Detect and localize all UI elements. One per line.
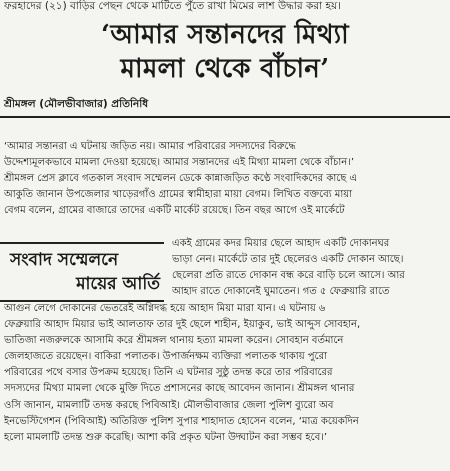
body-line: ফেব্রুয়ারি আহাদ মিয়ার ভাই আলতাফ তার দুই ছেলে শাহীন, ইয়াকুব, ভাই আব্দুস সোবহান, bbox=[4, 319, 361, 331]
subheadline-line-1: সংবাদ সম্মেলনে bbox=[10, 250, 119, 270]
headline-line-1: ‘আমার সন্তানদের মিথ্যা bbox=[100, 20, 349, 50]
body-line: ‘আমার সন্তানরা এ ঘটনায় জড়িত নয়। আমার পরিবারের সদস্যদের বিরুদ্ধে bbox=[4, 141, 296, 152]
body-line: ওসি জানান, মামলাটি তদন্ত করছে পিবিআই। মৌলভীবাজার জেলা পুলিশ ব্যুরো অব bbox=[4, 399, 334, 411]
body-line: উদ্দেশ্যমূলকভাবে মামলা দেওয়া হয়েছে। আমার সন্তানদের এই মিথ্যা মামলা থেকে বাঁচান।’ bbox=[4, 157, 355, 169]
previous-article-last-line: ফরহাদের (২১) বাড়ির পেছন থেকে মাটিতে পুঁতে রাখা মিমের লাশ উদ্ধার করা হয়। bbox=[4, 0, 341, 12]
body-line: ভাড়া নেন। মার্কেটে তার দুই ছেলেরও একটি দোকান আছে। bbox=[172, 254, 404, 266]
byline-divider bbox=[0, 116, 450, 118]
headline-line-2: মামলা থেকে বাঁচান’ bbox=[120, 54, 330, 84]
article-body-top bbox=[4, 139, 444, 219]
body-line: আহাদ রাতে দোকানেই ঘুমাতেন। গত ৫ ফেব্রুয়ারি রাতে bbox=[172, 286, 390, 298]
body-line: হলো মামলাটি তদন্ত শুরু করেছি। আশা করি প্রকৃত ঘটনা উদ্ঘাটন করা সম্ভব হবে।’ bbox=[4, 431, 328, 443]
body-line: আকুতি জানান উপজেলার খাড়েরগাঁও গ্রামের স্বামীহারা মায়া বেগম। লিখিত বক্তব্যে মায়া bbox=[4, 189, 353, 201]
article-body-bottom bbox=[4, 301, 444, 446]
subheadline-box bbox=[0, 242, 164, 302]
body-line: সদস্যদের মিথ্যা মামলা থেকে মুক্তি দিতে প্রশাসনের কাছে আবেদন জানান। শ্রীমঙ্গল থানার bbox=[4, 383, 355, 395]
body-line: বেগম বলেন, গ্রামের বাজারে তাদের একটি মার্কেট রয়েছে। তিন বছর আগে ওই মার্কেটে bbox=[4, 205, 345, 217]
body-line: পরিবারের পথে বসার উপক্রম হয়েছে। তিনি এ ঘটনার সুষ্ঠু তদন্ত করে তার পরিবারের bbox=[4, 367, 333, 379]
body-line: ইনভেস্টিগেশন (পিবিআই) অতিরিক্ত পুলিশ সুপার শাহাদাত হোসেন বলেন, ‘মাত্র কয়েকদিন bbox=[4, 415, 359, 427]
byline: শ্রীমঙ্গল (মৌলভীবাজার) প্রতিনিধি bbox=[4, 98, 149, 110]
headline bbox=[0, 18, 450, 86]
body-line: ভাতিজা নজরুলকে আসামি করে শ্রীমঙ্গল থানায় হত্যা মামলা করেন। সোবহান বর্তমানে bbox=[4, 335, 344, 347]
body-line: ছেলেরা প্রতি রাতে দোকান বন্ধ করে বাড়ি চলে আসে। আর bbox=[172, 270, 405, 282]
body-line: জেলহাজতে রয়েছেন। বাকিরা পলাতক। উপার্জনক্ষম ব্যক্তিরা পলাতক থাকায় পুরো bbox=[4, 351, 327, 363]
body-line: শ্রীমঙ্গল প্রেস ক্লাবে গতকাল সংবাদ সম্মেলন ডেকে কান্নাজড়িত কণ্ঠে সংবাদিকদের কাছে এ bbox=[4, 173, 358, 185]
subheadline-line-2: মায়ের আর্তি bbox=[76, 274, 160, 294]
body-line: একই গ্রামের কদর মিয়ার ছেলে আহাদ একটি দোকানঘর bbox=[172, 238, 390, 249]
body-line: আগুন লেগে দোকানের ভেতরেই অগ্নিদগ্ধ হয়ে আহাদ মিয়া মারা যান। এ ঘটনায় ৬ bbox=[4, 303, 326, 314]
article-body-wrap bbox=[172, 236, 444, 300]
